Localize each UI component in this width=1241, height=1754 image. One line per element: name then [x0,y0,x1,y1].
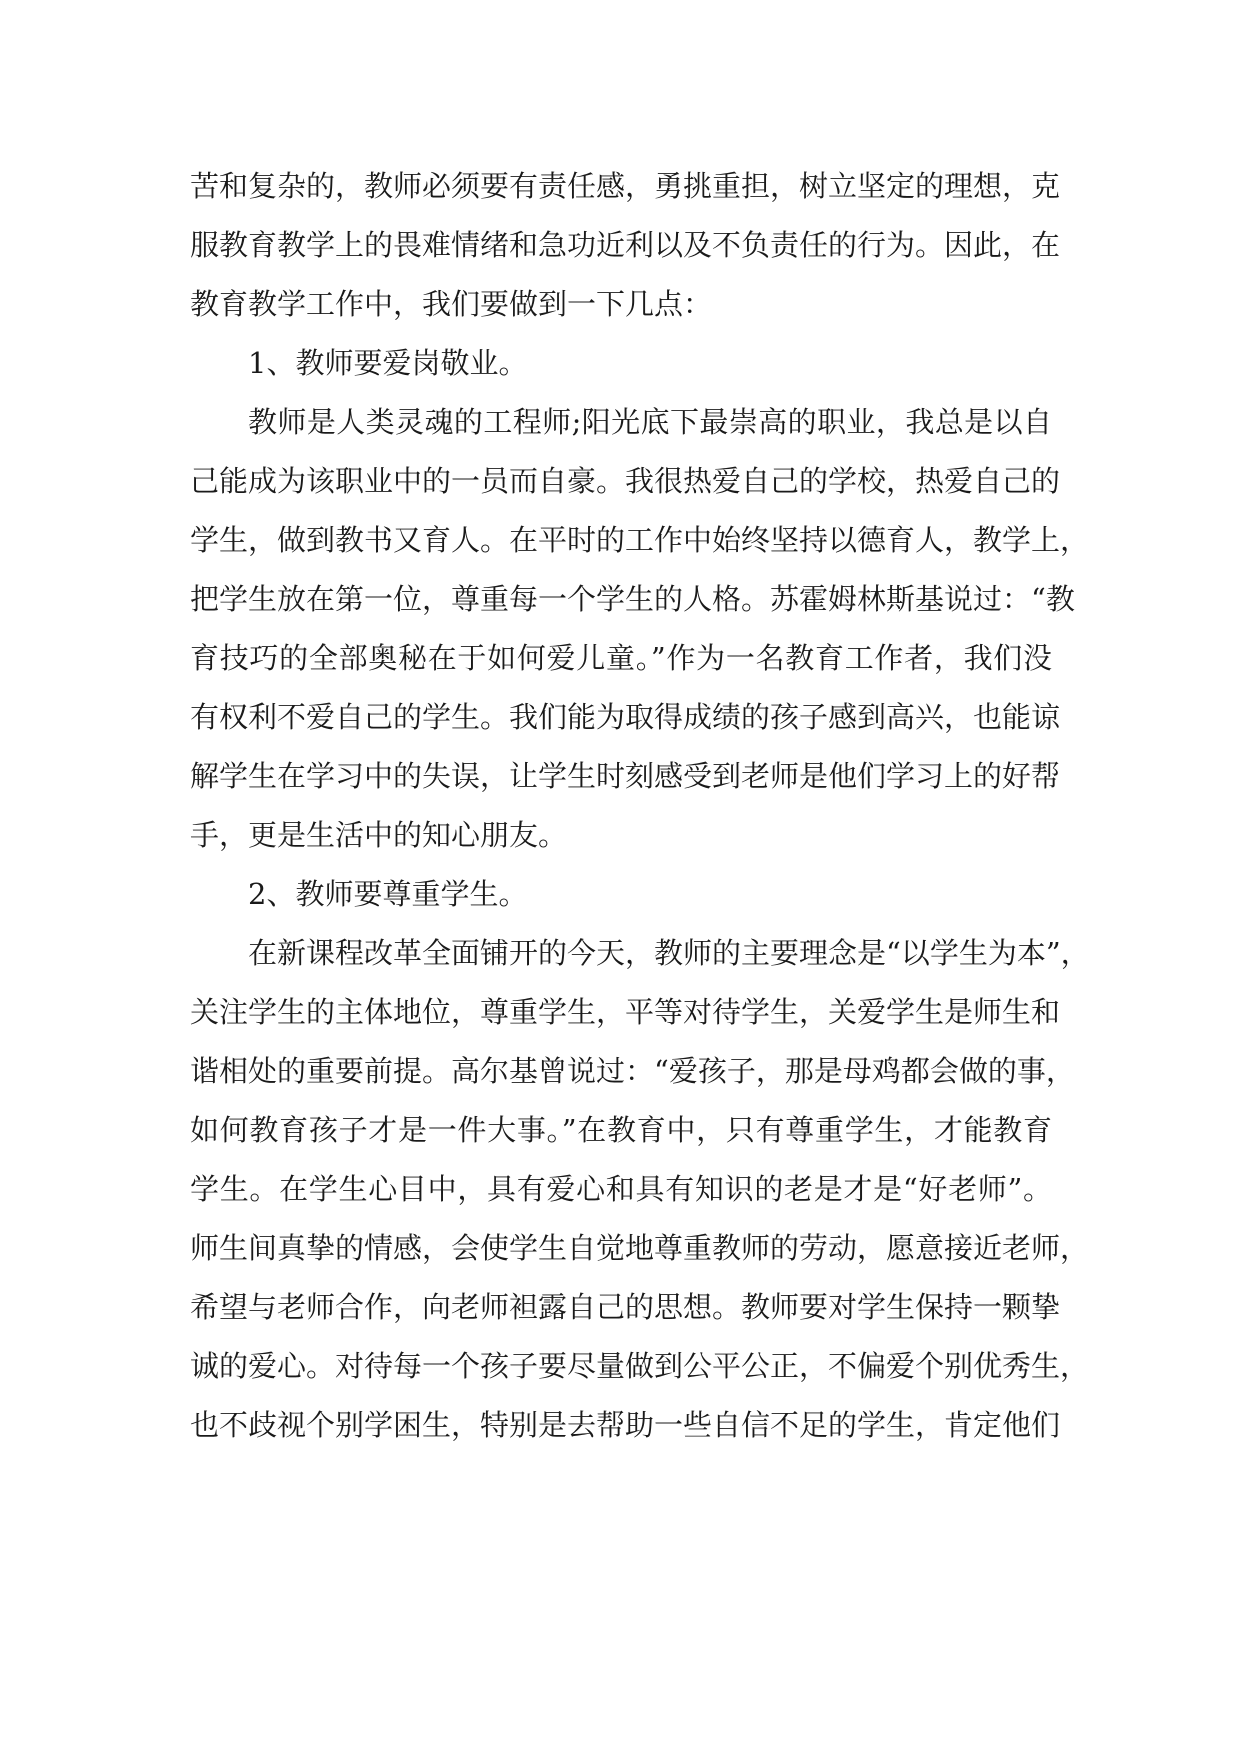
document-body [190,157,1090,1455]
paragraph-respect-students [190,924,1090,1455]
text-line: 希望与老师合作，向老师袒露自己的思想。教师要对学生保持一颗挚 [190,1290,1061,1324]
text-line: 有权利不爱自己的学生。我们能为取得成绩的孩子感到高兴，也能谅 [190,700,1061,734]
text-line: 学生，做到教书又育人。在平时的工作中始终坚持以德育人，教学上， [190,523,1090,557]
text-line: 在新课程改革全面铺开的今天，教师的主要理念是“以学生为本”， [248,936,1090,970]
text-line: 育技巧的全部奥秘在于如何爱儿童。”作为一名教育工作者，我们没 [190,641,1052,675]
text-line: 2、教师要尊重学生。 [248,877,528,911]
paragraph-intro [190,157,1061,334]
text-line: 己能成为该职业中的一员而自豪。我很热爱自己的学校，热爱自己的 [190,464,1061,498]
text-line: 如何教育孩子才是一件大事。”在教育中，只有尊重学生，才能教育 [190,1113,1052,1147]
heading-love-job [190,334,1052,393]
text-line: 关注学生的主体地位，尊重学生，平等对待学生，关爱学生是师生和 [190,995,1061,1029]
text-line: 教师是人类灵魂的工程师;阳光底下最崇高的职业，我总是以自 [248,405,1052,439]
text-line: 也不歧视个别学困生，特别是去帮助一些自信不足的学生，肯定他们 [190,1408,1061,1442]
text-line: 把学生放在第一位，尊重每一个学生的人格。苏霍姆林斯基说过：“教 [190,582,1075,616]
text-line: 苦和复杂的，教师必须要有责任感，勇挑重担，树立坚定的理想，克 [190,169,1061,203]
text-line: 谐相处的重要前提。高尔基曾说过：“爱孩子，那是母鸡都会做的事， [190,1054,1075,1088]
text-line: 诚的爱心。对待每一个孩子要尽量做到公平公正，不偏爱个别优秀生， [190,1349,1090,1383]
text-line: 手，更是生活中的知心朋友。 [190,818,568,852]
heading-respect-students [190,865,1052,924]
text-line: 服教育教学上的畏难情绪和急功近利以及不负责任的行为。因此，在 [190,228,1061,262]
text-line: 解学生在学习中的失误，让学生时刻感受到老师是他们学习上的好帮 [190,759,1061,793]
text-line: 学生。在学生心目中，具有爱心和具有知识的老是才是“好老师”。 [190,1172,1052,1206]
text-line: 1、教师要爱岗敬业。 [248,346,528,380]
paragraph-love-job [190,393,1090,865]
text-line: 教育教学工作中，我们要做到一下几点： [190,287,713,321]
text-line: 师生间真挚的情感，会使学生自觉地尊重教师的劳动，愿意接近老师， [190,1231,1090,1265]
